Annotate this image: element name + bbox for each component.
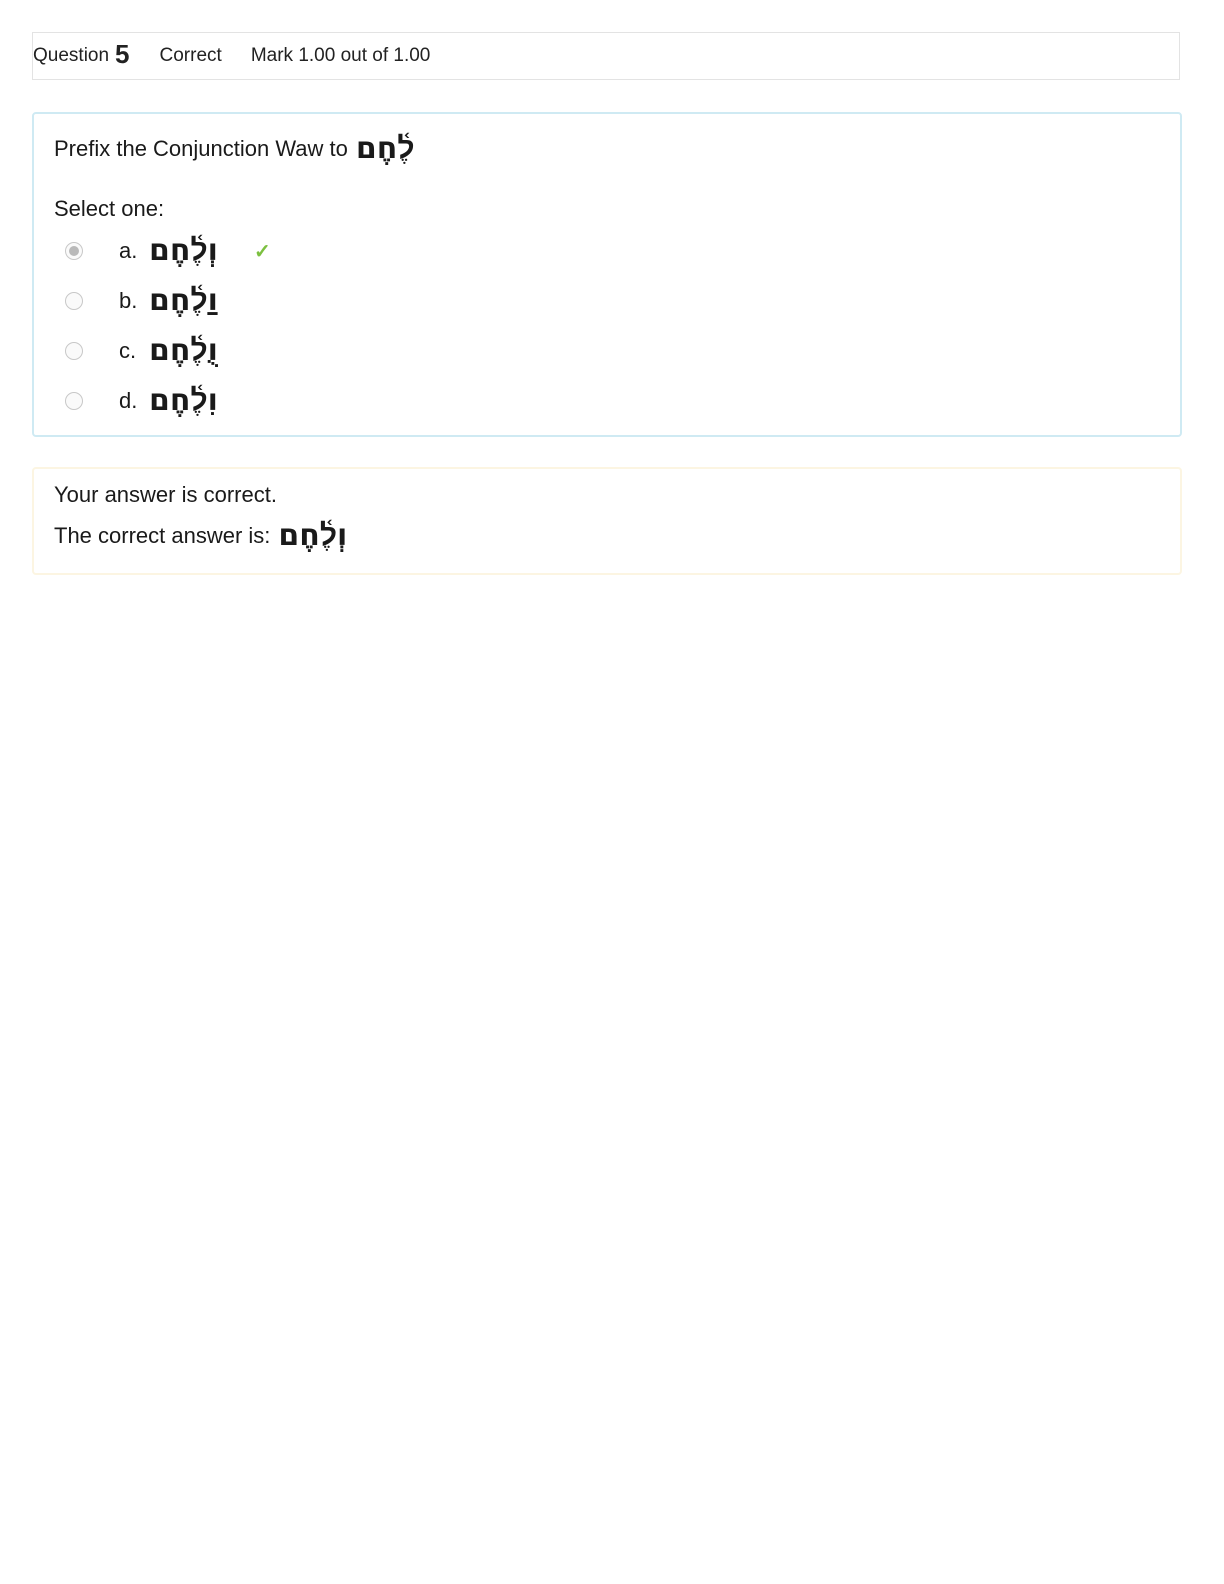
option-d-radio[interactable] <box>65 392 83 410</box>
option-c[interactable] <box>62 326 271 376</box>
question-text-label: Prefix the Conjunction Waw to <box>54 136 348 161</box>
check-icon: ✓ <box>253 240 271 263</box>
right-answer-text: וְלֶ֫חֶם <box>278 518 348 553</box>
question-number: 5 <box>115 38 130 69</box>
general-feedback: Your answer is correct. <box>54 482 277 507</box>
question-text <box>54 131 415 166</box>
option-a-radio[interactable] <box>65 242 83 260</box>
right-answer <box>54 518 348 553</box>
question-info-bar <box>32 32 1180 80</box>
feedback-box <box>32 467 1182 575</box>
option-b[interactable] <box>62 276 271 326</box>
option-b-text[interactable]: וַלֶ֫חֶם <box>149 283 218 318</box>
option-c-text[interactable]: וֻלֶ֫חֶם <box>149 333 218 368</box>
option-a[interactable] <box>62 226 271 276</box>
option-a-text[interactable]: וְלֶ֫חֶם <box>149 233 218 268</box>
select-one-prompt: Select one: <box>54 196 165 221</box>
question-hebrew-word: לֶ֫חֶם <box>355 131 415 166</box>
answer-options <box>62 226 271 426</box>
option-c-radio[interactable] <box>65 342 83 360</box>
question-formulation <box>32 112 1182 437</box>
right-answer-label: The correct answer is: <box>54 523 271 548</box>
option-d[interactable] <box>62 376 271 426</box>
question-label: Question <box>33 45 110 66</box>
option-b-letter: b. <box>119 288 138 313</box>
option-a-letter: a. <box>119 238 138 263</box>
question-state: Correct <box>159 45 222 66</box>
option-c-letter: c. <box>119 338 137 363</box>
option-b-radio[interactable] <box>65 292 83 310</box>
option-d-text[interactable]: וִלֶ֫חֶם <box>149 383 218 418</box>
option-d-letter: d. <box>119 388 138 413</box>
question-grade: Mark 1.00 out of 1.00 <box>250 45 431 66</box>
